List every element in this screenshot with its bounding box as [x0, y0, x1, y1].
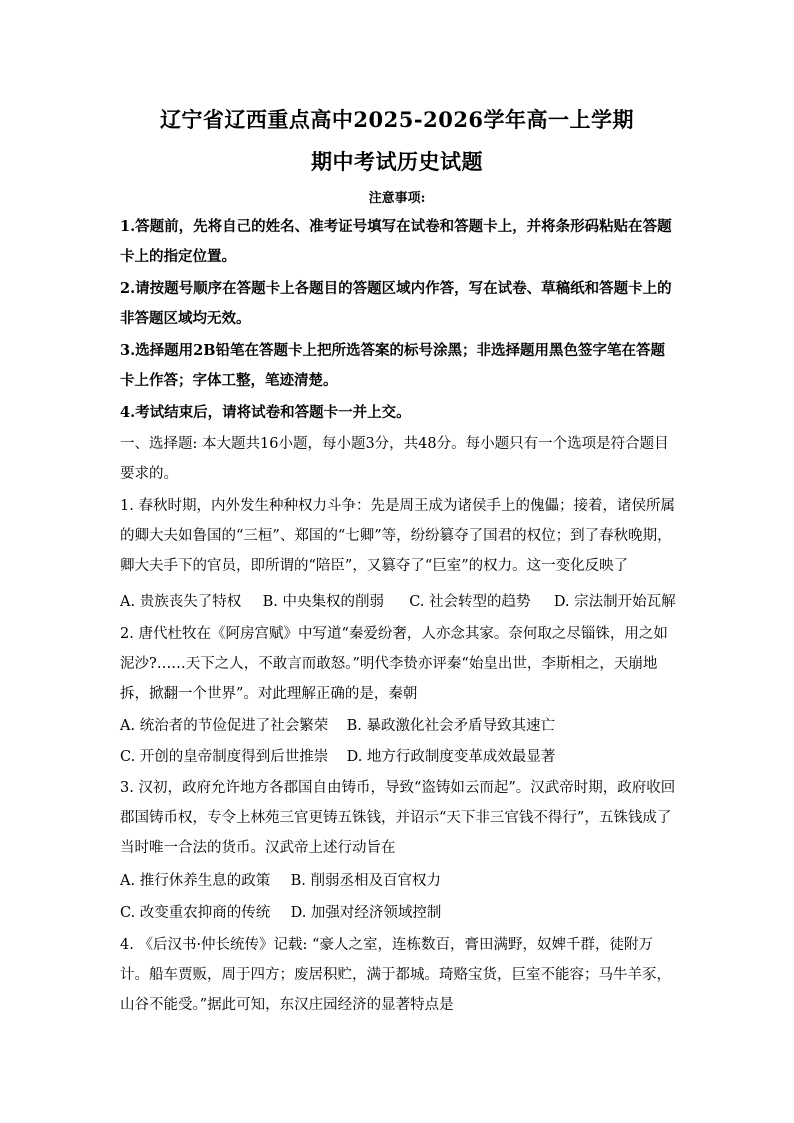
- option-a: A. 推行休养生息的政策: [120, 873, 271, 889]
- option-c: C. 开创的皇帝制度得到后世推崇: [120, 749, 329, 765]
- question-4-stem: 4. 《后汉书·仲长统传》记载: “豪人之室，连栋数百，膏田满野，奴婢千群，徒附万计。船车贾贩，周于四方；废居积贮，满于都城。琦赂宝货，巨室不能容；马牛羊豕，山谷不能受。”据此可知，东汉庄园经济的显著特点是: [120, 937, 671, 1013]
- option-b: B. 削弱丞相及百官权力: [290, 873, 441, 889]
- notice-item-2: 2.请按题号顺序在答题卡上各题目的答题区域内作答，写在试卷、草稿纸和答题卡上的非答题区域均无效。: [120, 280, 672, 327]
- question-2-options-row2: [120, 742, 680, 772]
- option-b: B. 中央集权的削弱: [262, 594, 384, 610]
- question-3-stem: 3. 汉初，政府允许地方各郡国自由铸币，导致“盗铸如云而起”。汉武帝时期，政府收回郡国铸币权，专令上林苑三官更铸五铢钱，并诏示“天下非三官钱不得行”，五铢钱成了当时唯一合法的货币。汉武帝上述行动旨在: [120, 780, 676, 856]
- section-intro: 一、选择题: 本大题共16小题，每小题3分，共48分。每小题只有一个选项是符合题目要求的。: [120, 436, 669, 482]
- exam-title-line2: 期中考试历史试题: [311, 149, 483, 174]
- option-c: C. 改变重农抑商的传统: [120, 905, 271, 921]
- notice-item-3: 3.选择题用2B铅笔在答题卡上把所选答案的标号涂黑；非选择题用黑色签字笔在答题卡上作答；字体工整，笔迹清楚。: [120, 342, 665, 389]
- question-1-options: [120, 587, 680, 617]
- question-2-options-row1: [120, 711, 680, 741]
- option-a: A. 贵族丧失了特权: [120, 594, 242, 610]
- exam-title-line1: 辽宁省辽西重点高中2025-2026学年高一上学期: [159, 107, 635, 132]
- question-2-stem: 2. 唐代杜牧在《阿房宫赋》中写道“秦爱纷奢，人亦念其家。奈何取之尽锱铢，用之如泥沙?……天下之人，不敢言而敢怒。”明代李贽亦评秦“始皇出世，李斯相之，天崩地拆，掀翻一个世界”。对此理解正确的是，秦朝: [120, 626, 668, 702]
- option-a: A. 统治者的节俭促进了社会繁荣: [120, 718, 329, 734]
- option-d: D. 加强对经济领域控制: [290, 905, 442, 921]
- notice-item-4: 4.考试结束后，请将试卷和答题卡一并上交。: [120, 404, 411, 421]
- question-3-options-row2: [120, 898, 680, 928]
- notice-heading: 注意事项:: [368, 191, 426, 206]
- option-d: D. 地方行政制度变革成效最显著: [346, 749, 556, 765]
- question-3-options-row1: [120, 866, 680, 896]
- option-b: B. 暴政激化社会矛盾导致其速亡: [346, 718, 555, 734]
- question-1-stem: 1. 春秋时期，内外发生种种权力斗争：先是周王成为诸侯手上的傀儡；接着，诸侯所属的卿大夫如鲁国的“三桓”、郑国的“七卿”等，纷纷篡夺了国君的权位；到了春秋晚期，卿大夫手下的官员，即所谓的“陪臣”，又篡夺了“巨室”的权力。这一变化反映了: [120, 498, 675, 574]
- option-d: D. 宗法制开始瓦解: [553, 594, 676, 610]
- notice-item-1: 1.答题前，先将自己的姓名、准考证号填写在试卷和答题卡上，并将条形码粘贴在答题卡上的指定位置。: [120, 218, 672, 265]
- option-c: C. 社会转型的趋势: [409, 594, 531, 610]
